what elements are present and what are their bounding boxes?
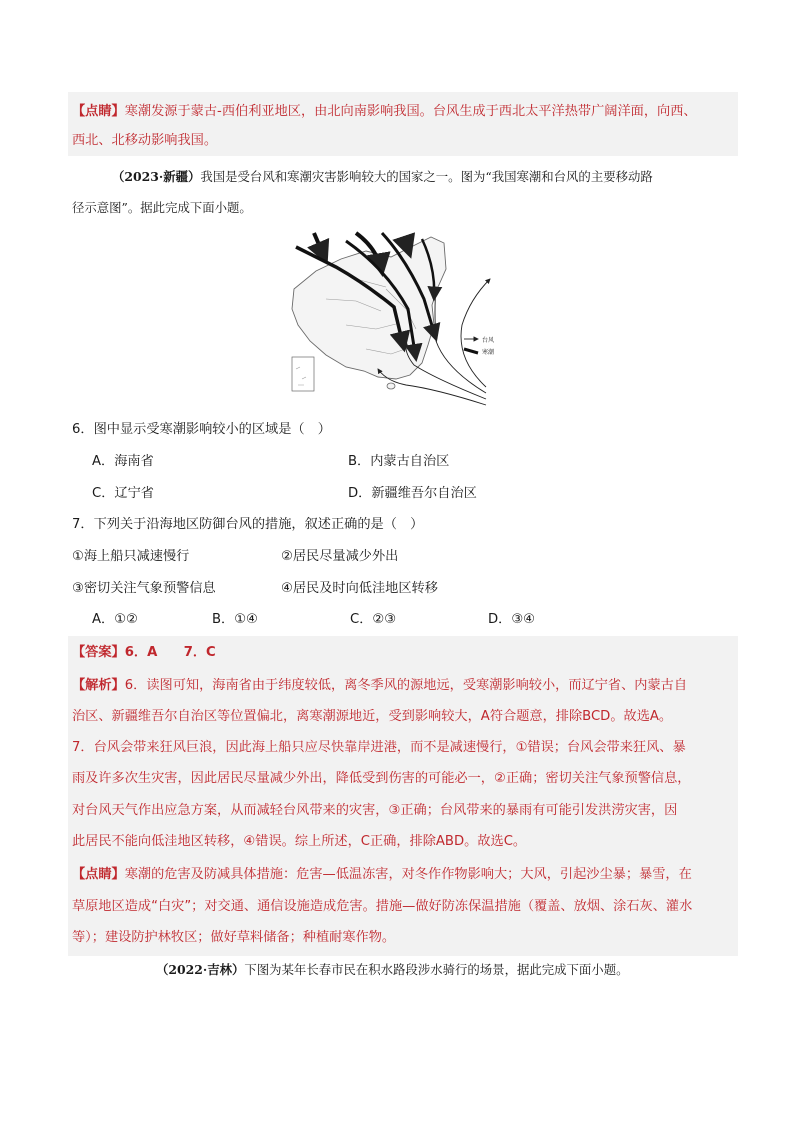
analysis-text-1: 6．读图可知，海南省由于纬度较低，离冬季风的源地远，受寒潮影响较小，而辽宁省、内蒙古自 (124, 678, 688, 693)
answer-label: 【答案】 (72, 645, 125, 660)
answer-text: 6．A 7．C (124, 645, 216, 660)
south-china-sea-inset (292, 357, 314, 391)
legend-typhoon: 台风 (482, 337, 495, 344)
cold-wave-typhoon-map (286, 229, 495, 407)
q6-option-a: A．海南省 (92, 454, 154, 469)
footer-text: 下图为某年长春市民在积水路段涉水骑行的场景，据此完成下面小题。 (244, 962, 629, 977)
q6-option-b: B．内蒙古自治区 (348, 454, 450, 469)
note-1-line-1 (72, 103, 697, 121)
hainan-island (387, 383, 395, 389)
note-2-label: 【点睛】 (72, 867, 125, 882)
source-tag: （2023·新疆） (112, 169, 201, 184)
analysis-line-6: 此居民不能向低洼地区转移，④错误。综上所述，C正确，排除ABD。故选C。 (72, 834, 527, 849)
analysis-label: 【解析】 (72, 678, 125, 693)
intro-text: 我国是受台风和寒潮灾害影响较大的国家之一。图为“我国寒潮和台风的主要移动路 (200, 169, 653, 184)
note-2-line-1 (72, 866, 692, 884)
q7-item-4: ④居民及时向低洼地区转移 (281, 581, 438, 596)
note-label: 【点睛】 (72, 104, 125, 119)
footer-line (156, 961, 628, 979)
q6-option-d: D．新疆维吾尔自治区 (348, 486, 477, 501)
note-1-line-2: 西北、北移动影响我国。 (72, 133, 218, 148)
analysis-line-4: 雨及许多次生灾害，因此居民尽量减少外出，降低受到伤害的可能必一，②正确；密切关注气象预警信息， (72, 771, 691, 786)
q7-item-1: ①海上船只减速慢行 (72, 549, 190, 564)
q6-option-c: C．辽宁省 (92, 486, 154, 501)
note-2-line-2: 草原地区造成“白灾”；对交通、通信设施造成危害。措施—做好防冻保温措施（覆盖、放烟、涂石灰、灌水 (72, 899, 693, 914)
note-2-text-1: 寒潮的危害及防减具体措施：危害—低温冻害，对冬作作物影响大；大风，引起沙尘暴；暴雪，在 (124, 867, 692, 882)
analysis-line-2: 治区、新疆维吾尔自治区等位置偏北，离寒潮源地近，受到影响较大，A符合题意，排除BCD。故选A。 (72, 709, 673, 724)
q6-stem: 6．图中显示受寒潮影响较小的区域是（ ） (72, 422, 331, 437)
q7-option-a: A．①② (92, 612, 138, 627)
intro-line-2: 径示意图”。据此完成下面小题。 (72, 200, 252, 215)
answer-line (72, 644, 216, 662)
q7-option-b: B．①④ (212, 612, 258, 627)
typhoon-path-3 (435, 289, 486, 393)
q7-option-d: D．③④ (488, 612, 535, 627)
typhoon-path-4 (461, 279, 490, 387)
q7-item-2: ②居民尽量减少外出 (281, 549, 399, 564)
footer-source-tag: （2022·吉林） (156, 962, 245, 977)
analysis-line-1 (72, 677, 687, 695)
note-2-line-3: 等）；建设防护林牧区；做好草料储备；种植耐寒作物。 (72, 930, 396, 945)
analysis-line-5: 对台风天气作出应急方案，从而减轻台风带来的灾害，③正确；台风带来的暴雨有可能引发洪涝灾害，因 (72, 803, 678, 818)
q7-option-c: C．②③ (350, 612, 397, 627)
legend-cold-wave: 寒潮 (482, 349, 495, 356)
intro-line-1 (112, 168, 653, 186)
q7-item-3: ③密切关注气象预警信息 (72, 581, 216, 596)
analysis-line-3: 7．台风会带来狂风巨浪，因此海上船只应尽快靠岸进港，而不是减速慢行，①错误；台风会带来狂风、暴 (72, 740, 686, 755)
note-text: 寒潮发源于蒙古-西伯利亚地区，由北向南影响我国。台风生成于西北太平洋热带广阔洋面，向西、 (124, 104, 697, 119)
q7-stem: 7．下列关于沿海地区防御台风的措施，叙述正确的是（ ） (72, 517, 424, 532)
